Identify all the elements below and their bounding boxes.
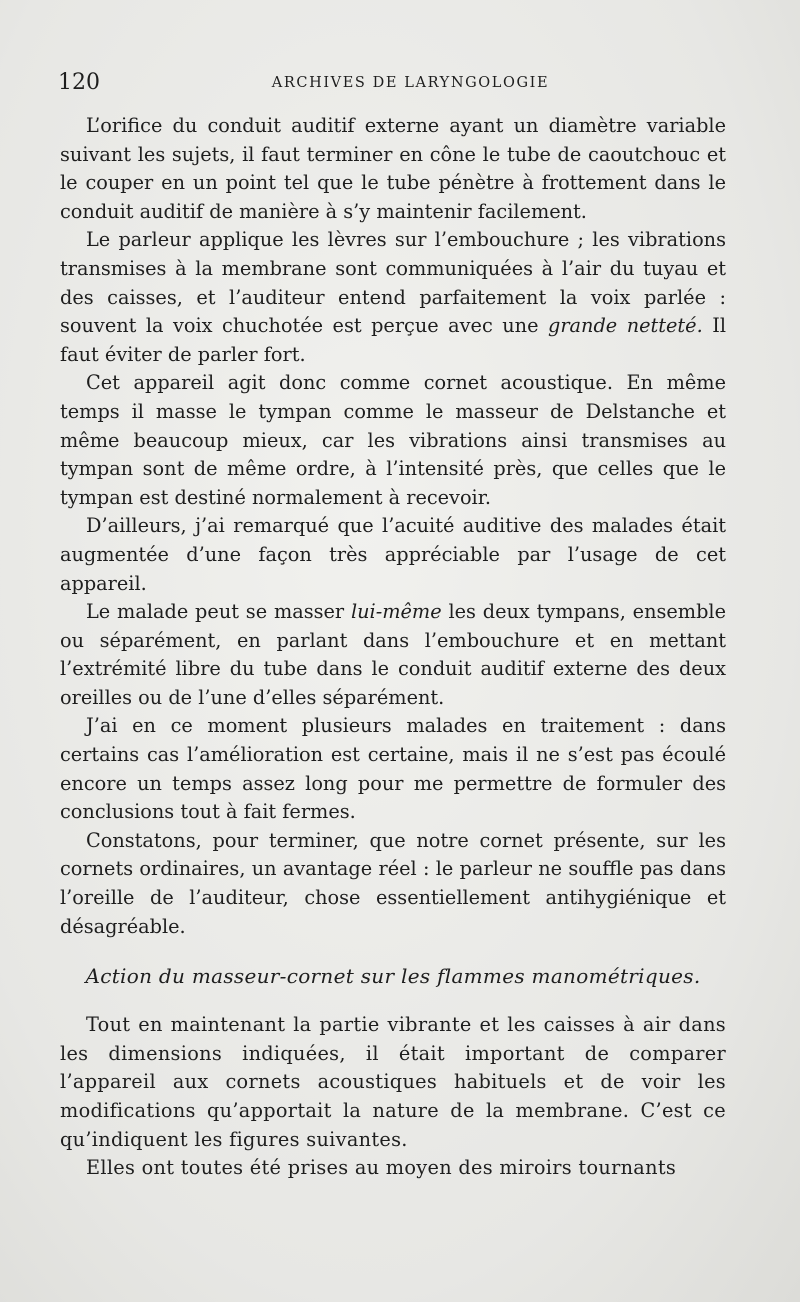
paragraph-traitement xyxy=(60,712,726,826)
paragraph-text: Le parleur applique les lèvres sur l’embouchure ; les vibrations transmises à la membrane sont communiquées à l’air du tuyau et des caisses, et l’auditeur entend parfaitement la voix parlée : souvent la voix chuchotée est perçue avec une xyxy=(60,228,726,338)
paragraph-orifice xyxy=(60,112,726,226)
page-header xyxy=(58,70,723,96)
page-number: 120 xyxy=(58,70,100,95)
paragraph-text: les deux tympans, ensemble ou séparément, en parlant dans l’embouchure et en mettant l’extrémité libre du tube dans le conduit auditif externe des deux oreilles ou de l’une d’elles séparément. xyxy=(60,600,726,709)
paragraph-tout-en-maintenant: Tout en maintenant la partie vibrante et les caisses à air dans les dimensions indiquées, il était important de comparer l’appareil aux cornets acoustiques habituels et de voir les modifications qu’apportait la nature de la membrane. C’est ce qu’indiquent les figures suivantes. xyxy=(60,1013,726,1151)
paragraph-text: Le malade peut se masser xyxy=(86,600,351,624)
paragraph-elles-ont: Elles ont toutes été prises au moyen des miroirs tournants xyxy=(86,1156,677,1180)
paragraph-constatons xyxy=(60,827,726,941)
paragraph-text: L’orifice du conduit auditif externe ayant un diamètre variable suivant les sujets, il faut terminer en cône le tube de caoutchouc et le couper en un point tel que le tube pénètre à frottement dans le conduit auditif de manière à s’y maintenir facilement. xyxy=(60,114,726,223)
paragraph-appareil xyxy=(60,369,726,512)
paragraph-text: J’ai en ce moment plusieurs malades en traitement : dans certains cas l’amélioration est certaine, mais il ne s’est pas écoulé encore un temps assez long pour me permettre de formuler des conclusions tout à fait fermes. xyxy=(60,714,726,824)
italic-emphasis: lui-même xyxy=(350,600,442,624)
paragraph-text: Il faut éviter de parler fort. xyxy=(60,314,726,366)
paragraph-text: Cet appareil agit donc comme cornet acoustique. En même temps il masse le tympan comme le masseur de Delstanche et même beaucoup mieux, car les vibrations ainsi transmises au tympan sont de même ordre, à l’intensité près, que celles que le tympan est destiné normalement à recevoir. xyxy=(60,371,726,509)
section-heading: Action du masseur-cornet sur les flammes manométriques. xyxy=(85,964,701,989)
body-text xyxy=(60,112,726,1183)
running-title: ARCHIVES DE LARYNGOLOGIE xyxy=(271,75,550,91)
paragraph-acuite xyxy=(60,512,726,598)
paragraph-text: Constatons, pour terminer, que notre cornet présente, sur les cornets ordinaires, un avantage réel : le parleur ne souffle pas dans l’oreille de l’auditeur, chose essentiellement antihygiénique et désagréable. xyxy=(60,828,726,938)
italic-emphasis: grande netteté. xyxy=(547,314,703,338)
paragraph-parleur xyxy=(60,226,726,369)
paragraph-text: D’ailleurs, j’ai remarqué que l’acuité auditive des malades était augmentée d’une façon très appréciable par l’usage de cet appareil. xyxy=(60,514,726,595)
paragraph-malade xyxy=(60,598,726,712)
